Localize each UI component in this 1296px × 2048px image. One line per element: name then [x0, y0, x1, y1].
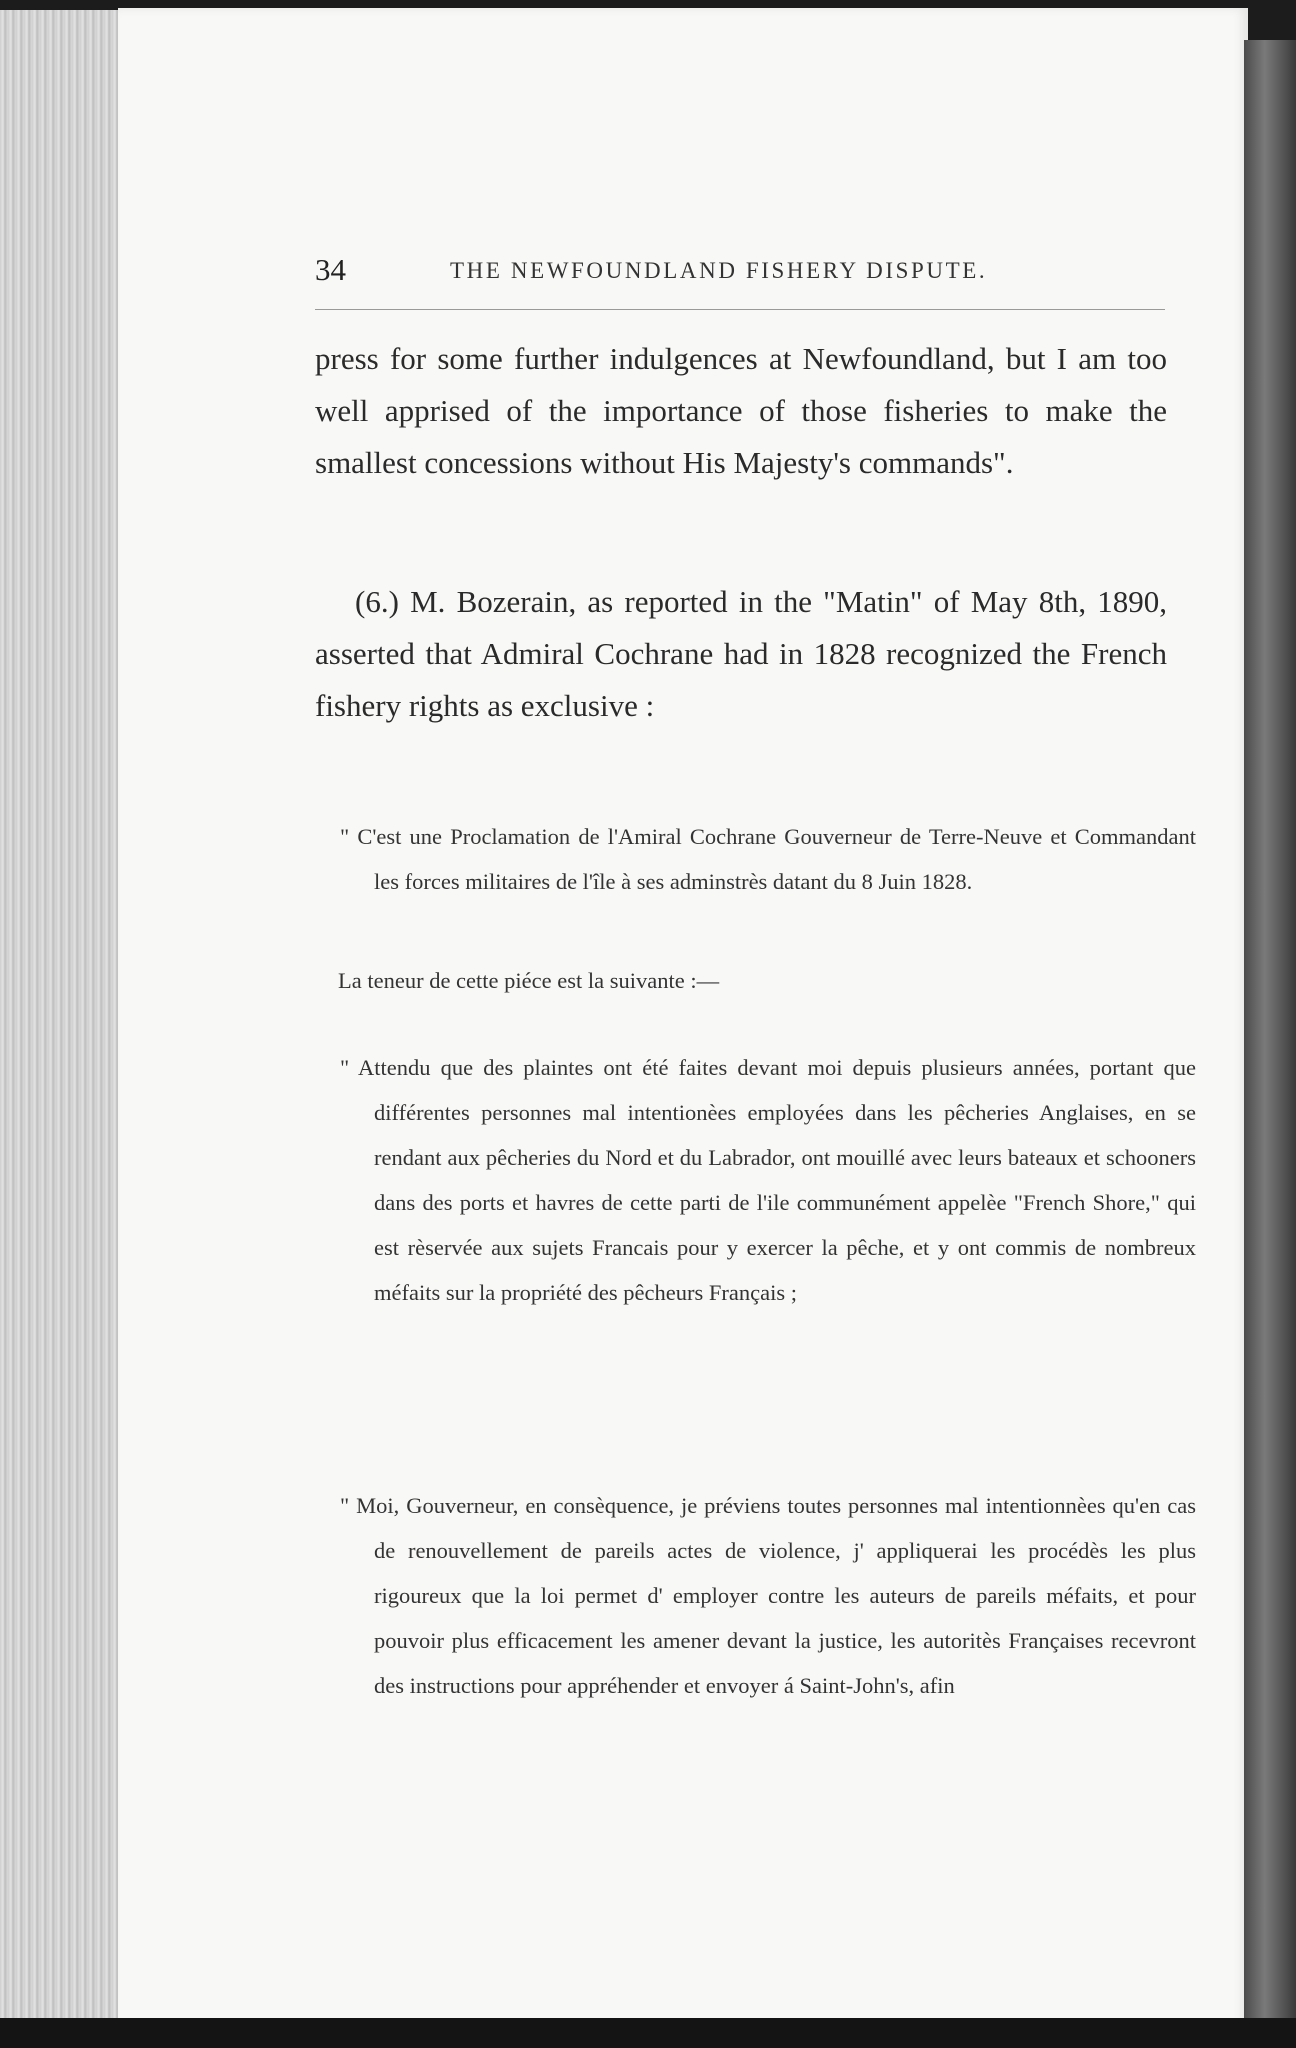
quote-gouverneur: " Moi, Gouverneur, en consèquence, je préviens toutes personnes mal intentionnèes qu'en cas de renouvellement de pareils actes de violence, j' appliquerai les procédès les plus rigoureux que la loi permet d' employer contre les auteurs de pareils méfaits, et pour pouvoir plus efficacement les amener devant la justice, les autoritès Françaises recevront des instructions pour appréhender et envoyer á Saint-John's, afin	[340, 1493, 1196, 1698]
page-number: 34	[315, 252, 346, 287]
quote-proclamation: " C'est une Proclamation de l'Amiral Cochrane Gouverneur de Terre-Neuve et Commandant les forces militaires de l'île à ses adminstrès datant du 8 Juin 1828.	[340, 824, 1196, 894]
paragraph-bozerain: (6.) M. Bozerain, as reported in the "Matin" of May 8th, 1890, asserted that Admiral Cochrane had in 1828 recognized the French fishery rights as exclusive :	[315, 584, 1167, 723]
page-right-edge	[1244, 40, 1296, 2030]
header-rule	[315, 309, 1165, 310]
stacked-page-edges	[0, 10, 123, 2030]
quote-intro: La teneur de cette piéce est la suivante :—	[338, 968, 720, 993]
quote-attendu: " Attendu que des plaintes ont été faites devant moi depuis plusieurs années, portant que différentes personnes mal intentionèes employées dans les pêcheries Anglaises, en se rendant aux pêcheries du Nord et du Labrador, ont mouillé avec leurs bateaux et schooners dans des ports et havres de cette parti de l'ile communément appelèe "French Shore," qui est rèservée aux sujets Francais pour y exercer la pêche, et y ont commis de nombreux méfaits sur la propriété des pêcheurs Français ;	[340, 1055, 1196, 1305]
paragraph-continued: press for some further indulgences at Newfoundland, but I am too well apprised of the importance of those fisheries to make the smallest concessions without His Majesty's commands".	[315, 341, 1167, 480]
running-title: THE NEWFOUNDLAND FISHERY DISPUTE.	[450, 258, 988, 283]
page-bottom-shadow	[0, 2018, 1296, 2048]
book-page	[118, 8, 1248, 2028]
page-header	[315, 252, 1165, 292]
